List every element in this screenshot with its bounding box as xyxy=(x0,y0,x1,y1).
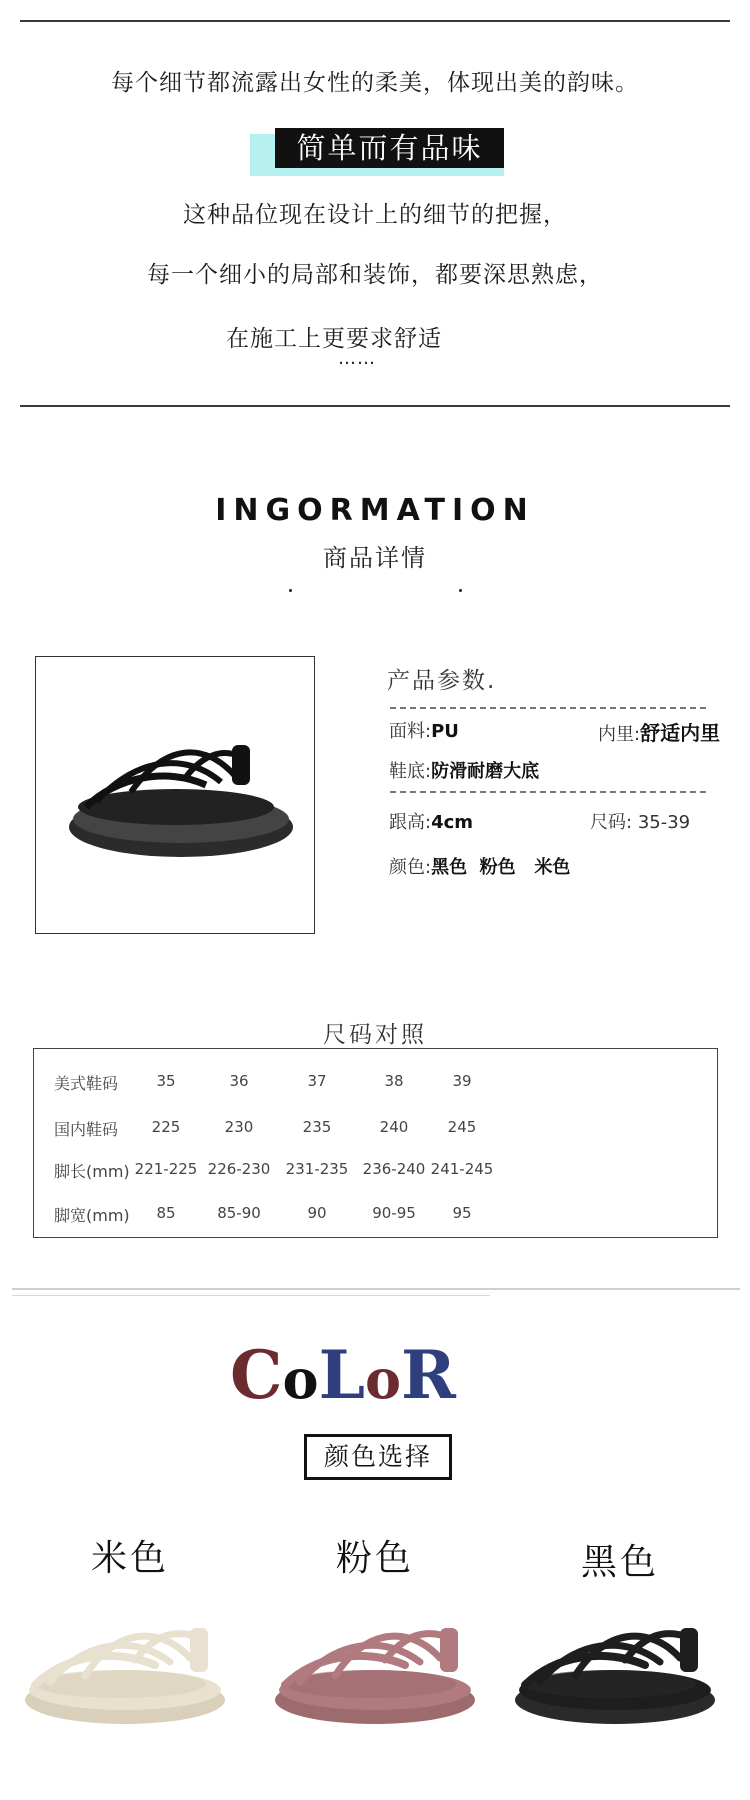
variant-label-pink: 粉色 xyxy=(335,1538,414,1579)
size-cell: 36 xyxy=(229,1072,249,1090)
size-row-label: 脚宽(mm) xyxy=(54,1206,130,1225)
variant-label-beige: 米色 xyxy=(90,1538,169,1579)
spec-lining xyxy=(598,717,720,746)
intro-heading xyxy=(250,128,510,174)
size-chart-title: 尺码对照 xyxy=(323,1022,427,1048)
specs-divider-2 xyxy=(390,791,706,793)
top-divider xyxy=(20,20,730,22)
size-cell: 230 xyxy=(224,1118,254,1136)
intro-line-1: 每个细节都流露出女性的柔美，体现出美的韵味。 xyxy=(111,70,639,96)
color-letter-l: L xyxy=(318,1336,365,1414)
sandal-beige-icon xyxy=(15,1590,235,1740)
spec-size-label: 尺码: xyxy=(590,812,633,833)
size-cell: 85 xyxy=(156,1204,176,1222)
size-row-label: 美式鞋码 xyxy=(54,1074,119,1093)
spec-sole-label: 鞋底: xyxy=(389,761,432,782)
variant-image-pink[interactable] xyxy=(265,1590,485,1740)
specs-title: 产品参数. xyxy=(387,668,497,694)
spec-lining-label: 内里: xyxy=(598,724,641,745)
dot-right xyxy=(459,589,462,592)
size-cell: 231-235 xyxy=(285,1160,349,1178)
size-cell: 235 xyxy=(302,1118,332,1136)
intro-ellipsis: …… xyxy=(338,348,376,369)
color-letter-r: R xyxy=(401,1336,456,1414)
sandal-black-icon xyxy=(36,657,314,933)
size-cell: 225 xyxy=(151,1118,181,1136)
size-cell: 226-230 xyxy=(207,1160,271,1178)
size-cell: 236-240 xyxy=(362,1160,426,1178)
dot-left xyxy=(289,589,292,592)
spec-colors-label: 颜色: xyxy=(389,857,432,878)
spec-sole-value: 防滑耐磨大底 xyxy=(431,761,540,782)
heading-label: 简单而有品味 xyxy=(275,128,504,168)
specs-divider-1 xyxy=(390,707,706,709)
sandal-pink-icon xyxy=(265,1590,485,1740)
size-row-label: 脚长(mm) xyxy=(54,1162,130,1181)
spec-material-value: PU xyxy=(431,721,459,742)
spec-material xyxy=(389,717,459,743)
spec-material-label: 面料: xyxy=(389,721,432,742)
size-cell: 35 xyxy=(156,1072,176,1090)
spec-heel-value: 4cm xyxy=(431,812,474,833)
size-cell: 240 xyxy=(379,1118,409,1136)
size-cell: 221-225 xyxy=(134,1160,198,1178)
color-letter-o1: o xyxy=(282,1347,319,1411)
color-letter-c: C xyxy=(230,1336,283,1414)
intro-line-2: 这种品位现在设计上的细节的把握， xyxy=(183,202,567,228)
spec-size xyxy=(590,808,690,834)
spec-sole xyxy=(389,757,539,783)
size-cell: 38 xyxy=(384,1072,404,1090)
intro-line-3: 每一个细小的局部和装饰，都要深思熟虑， xyxy=(147,262,603,288)
variant-label-black: 黑色 xyxy=(580,1542,659,1583)
color-letter-o2: o xyxy=(364,1347,401,1411)
size-cell: 241-245 xyxy=(430,1160,494,1178)
color-divider-shadow xyxy=(12,1295,490,1296)
info-subtitle: 商品详情 xyxy=(323,544,427,572)
size-chart-table xyxy=(33,1048,718,1238)
spec-size-value: 35-39 xyxy=(637,812,691,833)
size-cell: 245 xyxy=(447,1118,477,1136)
size-cell: 37 xyxy=(307,1072,327,1090)
size-cell: 90 xyxy=(307,1204,327,1222)
spec-colors xyxy=(389,853,570,879)
size-row-label: 国内鞋码 xyxy=(54,1120,119,1139)
color-selection-label: 颜色选择 xyxy=(304,1434,452,1480)
spec-heel xyxy=(389,808,473,834)
size-cell: 95 xyxy=(452,1204,472,1222)
size-cell: 90-95 xyxy=(372,1204,416,1222)
spec-heel-label: 跟高: xyxy=(389,812,432,833)
info-title: INGORMATION xyxy=(215,493,535,528)
size-cell: 39 xyxy=(452,1072,472,1090)
color-wordmark xyxy=(230,1336,530,1426)
spec-colors-value: 黑色 粉色 米色 xyxy=(431,857,571,878)
intro-line-4: 在施工上更要求舒适 xyxy=(226,326,442,352)
spec-lining-value: 舒适内里 xyxy=(640,721,721,745)
sandal-black-variant-icon xyxy=(505,1590,725,1740)
product-image xyxy=(35,656,315,934)
variant-image-black[interactable] xyxy=(505,1590,725,1740)
size-cell: 85-90 xyxy=(217,1204,261,1222)
color-divider xyxy=(12,1288,740,1290)
variant-image-beige[interactable] xyxy=(15,1590,235,1740)
intro-bottom-divider xyxy=(20,405,730,407)
